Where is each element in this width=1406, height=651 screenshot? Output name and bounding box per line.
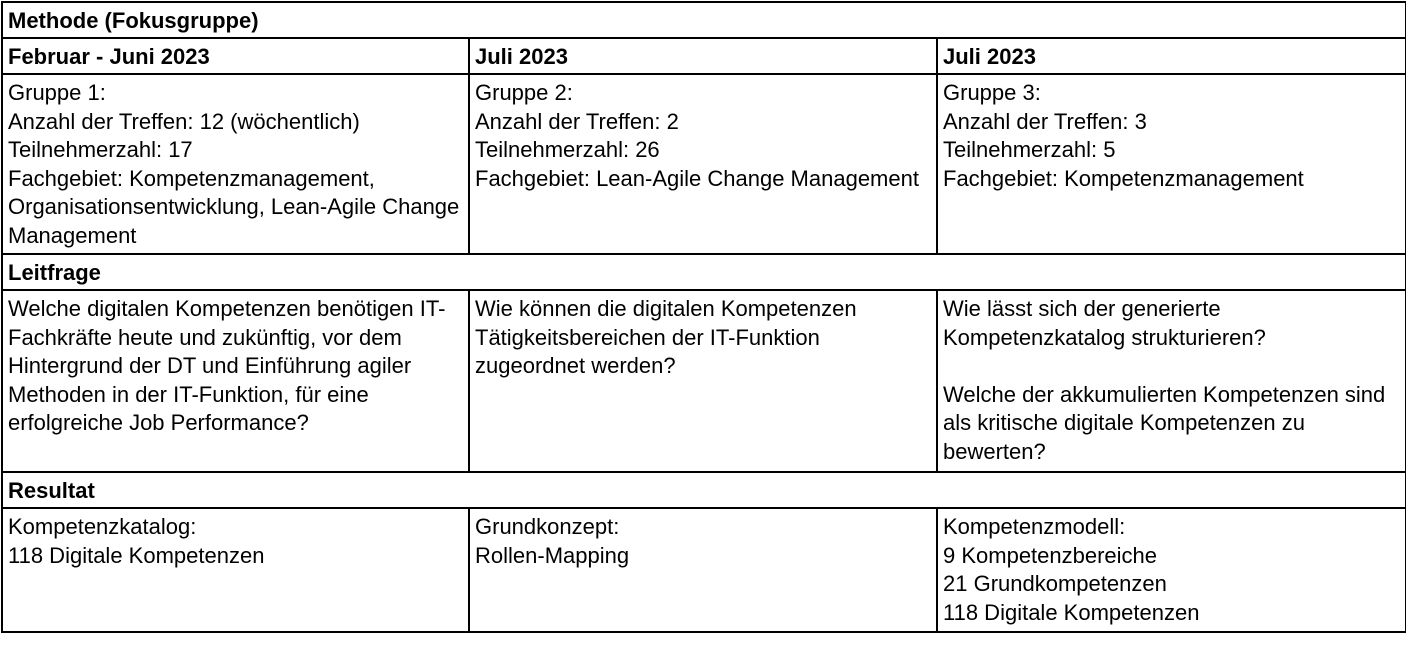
date-cell-group-1: Februar - Juni 2023 bbox=[2, 38, 469, 74]
leitfrage-header-row bbox=[2, 254, 1406, 290]
date-cell-group-3: Juli 2023 bbox=[937, 38, 1406, 74]
group-title: Gruppe 2: bbox=[475, 80, 573, 105]
group-meetings: Anzahl der Treffen: 12 (wöchentlich) bbox=[8, 108, 360, 134]
group-title: Gruppe 1: bbox=[8, 80, 106, 105]
group-field: Fachgebiet: Kompetenzmanagement, Organisationsentwicklung, Lean-Agile Change Management bbox=[8, 165, 460, 248]
result-line: 21 Grundkompetenzen bbox=[943, 571, 1167, 597]
methode-header: Methode (Fokusgruppe) bbox=[2, 2, 1406, 38]
group-cell-1 bbox=[2, 74, 469, 254]
result-line: Rollen-Mapping bbox=[475, 542, 630, 568]
question-text: Welche digitalen Kompetenzen benötigen IT-Fachkräfte heute und zukünftig, vor dem Hintergrund der DT und Einführung agiler Methoden in der IT-Funktion, für eine erfolgreiche Job Performance? bbox=[8, 296, 446, 436]
question-text-2: Welche der akkumulierten Kompetenzen sind als kritische digitale Kompetenzen zu bewerten? bbox=[943, 381, 1386, 464]
groups-row bbox=[2, 74, 1406, 254]
resultat-header: Resultat bbox=[2, 472, 1406, 508]
result-row bbox=[2, 508, 1406, 632]
result-cell-1 bbox=[2, 508, 469, 632]
question-text: Wie können die digitalen Kompetenzen Tätigkeitsbereichen der IT-Funktion zugeordnet werden? bbox=[475, 296, 857, 379]
resultat-header-row bbox=[2, 472, 1406, 508]
result-line: 118 Digitale Kompetenzen bbox=[943, 599, 1200, 625]
question-cell-1 bbox=[2, 290, 469, 472]
group-meetings: Anzahl der Treffen: 2 bbox=[475, 108, 679, 134]
date-row bbox=[2, 38, 1406, 74]
group-cell-3 bbox=[937, 74, 1406, 254]
group-participants: Teilnehmerzahl: 17 bbox=[8, 137, 193, 163]
group-participants: Teilnehmerzahl: 5 bbox=[943, 137, 1116, 163]
result-title: Kompetenzkatalog: bbox=[8, 514, 197, 539]
methode-header-row bbox=[2, 2, 1406, 38]
question-row bbox=[2, 290, 1406, 472]
result-title: Kompetenzmodell: bbox=[943, 514, 1126, 539]
result-cell-2 bbox=[469, 508, 937, 632]
group-cell-2 bbox=[469, 74, 937, 254]
group-field: Fachgebiet: Kompetenzmanagement bbox=[943, 165, 1304, 191]
question-cell-3 bbox=[937, 290, 1406, 472]
question-cell-2 bbox=[469, 290, 937, 472]
question-text: Wie lässt sich der generierte Kompetenzkatalog strukturieren? bbox=[943, 296, 1266, 350]
group-field: Fachgebiet: Lean-Agile Change Management bbox=[475, 165, 919, 191]
result-cell-3 bbox=[937, 508, 1406, 632]
date-cell-group-2: Juli 2023 bbox=[469, 38, 937, 74]
group-participants: Teilnehmerzahl: 26 bbox=[475, 137, 660, 163]
result-line: 118 Digitale Kompetenzen bbox=[8, 542, 265, 568]
focus-group-table bbox=[1, 1, 1406, 633]
result-title: Grundkonzept: bbox=[475, 514, 620, 539]
paragraph-spacer bbox=[943, 352, 1400, 381]
result-line: 9 Kompetenzbereiche bbox=[943, 542, 1158, 568]
group-title: Gruppe 3: bbox=[943, 80, 1041, 105]
group-meetings: Anzahl der Treffen: 3 bbox=[943, 108, 1147, 134]
leitfrage-header: Leitfrage bbox=[2, 254, 1406, 290]
